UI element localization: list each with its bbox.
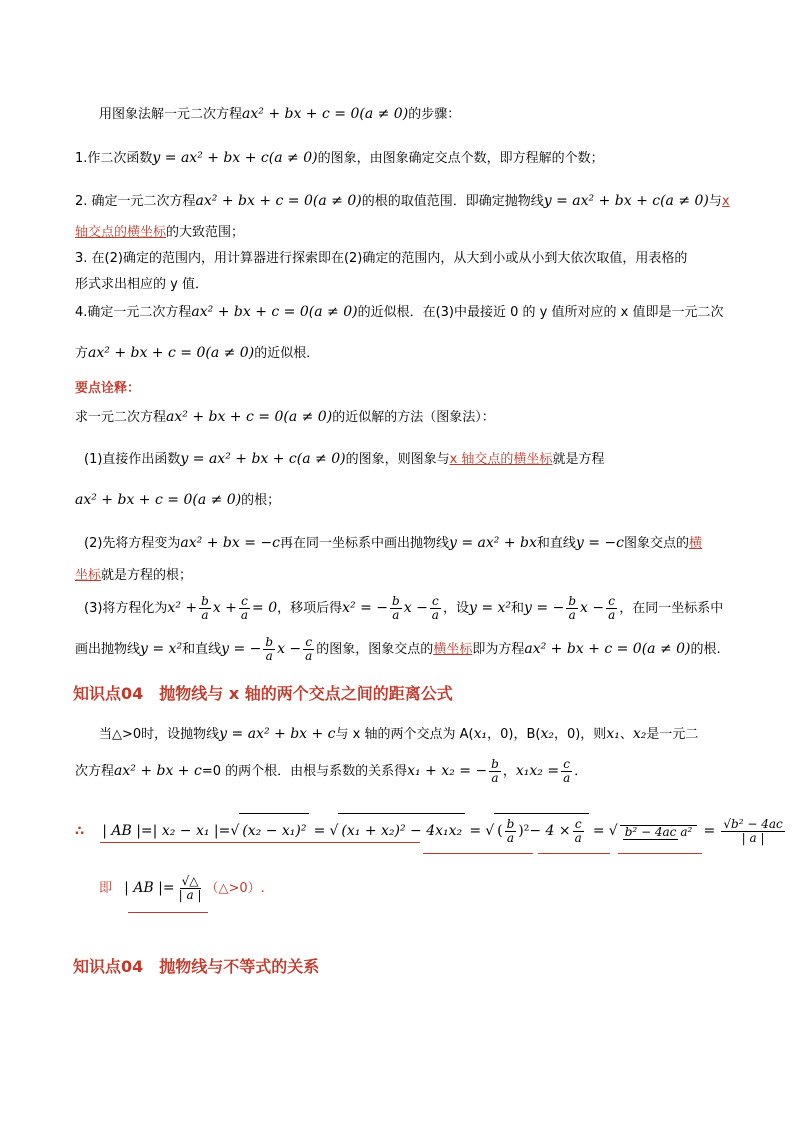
intro-pre: 用图象法解一元二次方程 [99, 107, 243, 122]
method2-l2post: 就是方程的根； [101, 568, 193, 583]
frac-num: c [608, 594, 616, 608]
method2-equation1: ax² + bx = −c [180, 535, 280, 551]
result-line [99, 872, 265, 905]
method1-line2 [75, 492, 280, 509]
step4-line1 [75, 304, 723, 321]
method3-and: 和 [511, 601, 525, 616]
keypoint-equation: ax² + bx + c = 0(a ≠ 0) [166, 409, 333, 425]
fraction-c-over-a [606, 595, 617, 622]
step3-line2: 形式求出相应的 y 值． [75, 277, 208, 292]
paren-close: )² [518, 823, 530, 839]
intro-equation: ax² + bx + c = 0(a ≠ 0) [242, 106, 409, 122]
underline-decoration [423, 853, 533, 854]
method3-eq4b: x − [580, 600, 605, 616]
equals-sign: = [469, 823, 482, 839]
method3-l2post: 的根. [690, 642, 721, 657]
method3-l2eq1: y = x² [140, 641, 183, 657]
frac-num: b² − 4ac [624, 824, 677, 839]
frac-den: a [265, 649, 273, 663]
fraction-b-over-a [566, 595, 578, 622]
method3-eq2a: x² = − [342, 600, 389, 616]
frac-num: b [506, 817, 515, 831]
step4-l2equation: ax² + bx + c = 0(a ≠ 0) [88, 345, 255, 361]
method3-eq3: y = x² [468, 600, 512, 616]
method3-eq1b: x + [212, 600, 237, 616]
method2-equation3: y = −c [575, 535, 625, 551]
method1-line1 [84, 451, 604, 468]
frac-num: √△ [181, 874, 199, 888]
keypoint-line [75, 409, 495, 426]
dist-pre: 当△>0时，设抛物线 [99, 727, 220, 742]
method1-equation: y = ax² + bx + c(a ≠ 0) [180, 451, 346, 467]
fraction-b-over-a [263, 636, 275, 663]
dist-l2mid: =0 的两个根．由根与系数的关系得 [201, 764, 408, 779]
dist-line1 [99, 726, 698, 743]
dist-x2b: x₂ [632, 726, 647, 742]
step2-line [75, 193, 730, 210]
frac-den: a [568, 608, 576, 622]
formula-root1: (x₂ − x₁)² [239, 813, 309, 848]
frac-den: a [305, 649, 313, 663]
step4-line2 [75, 345, 319, 362]
method2-mid: 再在同一坐标系中画出抛物线 [279, 536, 449, 551]
method2-pre: (2)先将方程变为 [84, 536, 181, 551]
method3-l2mid2: 即为方程 [472, 642, 525, 657]
distance-formula [75, 813, 787, 849]
method3-eq2b: x − [403, 600, 428, 616]
fraction-c-over-a [239, 595, 250, 622]
frac-den: a [491, 771, 499, 785]
frac-den: a [506, 831, 514, 845]
fraction-b-over-a [505, 818, 517, 845]
frac-num: b [392, 594, 400, 608]
sqrt-sign: √ [329, 823, 339, 839]
frac-den: a [563, 771, 571, 785]
frac-den: a [240, 608, 249, 622]
dist-l2prod: x₁x₂ = [515, 763, 560, 779]
step2-equation2: y = ax² + bx + c(a ≠ 0) [543, 193, 709, 209]
method1-l2post: 的根； [241, 493, 281, 508]
step1-line [75, 150, 604, 167]
step2-and: 与 [708, 194, 722, 209]
step2-line2 [75, 225, 244, 241]
step2-post: 的大致范围； [166, 225, 245, 240]
frac-num: b [201, 594, 209, 608]
method3-eq1a: x² + [167, 600, 198, 616]
method2-equation2: y = ax² + bx [448, 535, 537, 551]
frac-num-text: △ [189, 874, 199, 888]
method1-link[interactable]: x 轴交点的横坐标 [449, 452, 553, 467]
formula-r3: − 4 × [529, 823, 571, 839]
step4-l2pre: 方 [75, 346, 89, 361]
fraction-sqrt-discriminant-over-abs-a [721, 818, 784, 845]
keypoint-label: 要点诠释： [75, 381, 141, 396]
frac-num: c [432, 594, 439, 608]
step3-line1: 3. 在(2)确定的范围内，用计算器进行探索即在(2)确定的范围内，从大到小或从小到大依次取值，用表格的 [75, 251, 688, 266]
method2-link2[interactable]: 坐标 [75, 568, 102, 583]
dist-mid: 与 x 轴的两个交点为 A( [335, 727, 474, 742]
step2-pre: 2. 确定一元二次方程 [75, 194, 196, 209]
step2-link-abscissa[interactable]: 轴交点的横坐标 [75, 225, 167, 240]
fraction-b-over-a [199, 595, 211, 622]
dist-post: 是一元二 [646, 727, 699, 742]
frac-den: | a | [741, 831, 765, 845]
equals-sign: = [703, 823, 716, 839]
step2-link-x[interactable]: x [721, 194, 730, 209]
step2-equation1: ax² + bx + c = 0(a ≠ 0) [195, 193, 362, 209]
dist-x2: x₂ [540, 726, 554, 742]
step1-pre: 1.作二次函数 [75, 151, 153, 166]
keypoint-post: 的近似解的方法（图象法）： [332, 410, 495, 425]
fraction-discriminant-over-a2 [620, 825, 698, 839]
frac-num: c [305, 635, 313, 649]
method3-mid: ，移项后得 [277, 601, 343, 616]
result-ab: | AB |= [124, 880, 175, 896]
underline-decoration [538, 853, 610, 854]
step1-equation: y = ax² + bx + c(a ≠ 0) [152, 150, 318, 166]
sqrt-sign: √ [230, 823, 240, 839]
equals-sign: = [592, 823, 605, 839]
step4-l2post: 的近似根． [254, 346, 320, 361]
method3-post: ，在同一坐标系中 [619, 601, 724, 616]
method2-and: 和直线 [536, 536, 576, 551]
formula-root3 [494, 813, 589, 849]
dist-sep: 、 [619, 727, 633, 742]
frac-num-text: b² − 4ac [731, 817, 783, 831]
frac-num: √b² − 4ac [723, 817, 783, 831]
dist-l2comma: ， [502, 764, 516, 779]
method1-l2equation: ax² + bx + c = 0(a ≠ 0) [75, 492, 242, 508]
dist-l2eq: ax² + bx + c [114, 763, 202, 779]
method2-line2 [75, 568, 192, 584]
method1-post: 就是方程 [552, 452, 605, 467]
sqrt-sign: √ [608, 823, 618, 839]
method3-l2eq3: ax² + bx + c = 0(a ≠ 0) [524, 641, 691, 657]
section2-title: 知识点04 抛物线与不等式的关系 [73, 957, 320, 976]
method2-post: 图象交点的 [624, 536, 690, 551]
frac-den: a [201, 608, 209, 622]
sqrt-sign: √ [485, 823, 495, 839]
result-pre: 即 [99, 881, 113, 896]
fraction-b-over-a [390, 595, 402, 622]
section1-title: 知识点04 抛物线与 x 轴的两个交点之间的距离公式 [73, 684, 453, 703]
step2-mid: 的根的取值范围．即确定抛物线 [361, 194, 544, 209]
fraction-c-over-a [303, 636, 314, 663]
paren-open: ( [497, 823, 503, 839]
formula-root2: (x₁ + x₂)² − 4x₁x₂ [338, 813, 465, 848]
frac-den: a [574, 831, 582, 845]
method1-pre: (1)直接作出函数 [84, 452, 181, 467]
dist-x1b: x₁ [606, 726, 620, 742]
method2-link1[interactable]: 横 [689, 536, 703, 551]
frac-den: a [608, 608, 616, 622]
frac-den: a² [680, 824, 693, 839]
dist-mid2: ，0)，B( [487, 727, 541, 742]
step4-pre: 4.确定一元二次方程 [75, 305, 192, 320]
fraction-c-over-a [561, 758, 572, 785]
method3-set: ，设 [442, 601, 469, 616]
intro-post: 的步骤： [408, 107, 461, 122]
keypoint-pre: 求一元二次方程 [75, 410, 167, 425]
dist-l2pre: 次方程 [75, 764, 115, 779]
method3-line2 [75, 636, 721, 663]
intro-line [99, 106, 460, 123]
fraction-c-over-a [573, 818, 584, 845]
equals-sign: = [313, 823, 326, 839]
frac-num: b [491, 757, 499, 771]
frac-den: | a | [178, 888, 202, 902]
method3-l2and: 和直线 [182, 642, 222, 657]
fraction-c-over-a [430, 595, 441, 622]
frac-den: a [431, 608, 439, 622]
step4-equation: ax² + bx + c = 0(a ≠ 0) [191, 304, 358, 320]
method3-l2pre: 画出抛物线 [75, 642, 141, 657]
method3-l2link[interactable]: 横坐标 [433, 642, 473, 657]
underline-decoration [100, 842, 420, 843]
fraction-sqrt-delta-over-abs-a [177, 875, 204, 902]
dist-l2sum: x₁ + x₂ = − [407, 763, 488, 779]
dist-l2end: ． [574, 764, 588, 779]
method3-l2eq2b: x − [277, 641, 302, 657]
underline-decoration [618, 853, 702, 854]
step4-post: 的近似根．在(3)中最接近 0 的 y 值所对应的 x 值即是一元二次 [357, 305, 724, 320]
method3-l2mid: 的图象，图象交点的 [316, 642, 434, 657]
step1-post: 的图象，由图象确定交点个数，即方程解的个数； [317, 151, 604, 166]
frac-num: c [574, 817, 582, 831]
frac-num: c [563, 757, 570, 771]
method3-eq1c: = 0 [252, 600, 278, 616]
method3-l2eq2a: y = − [221, 641, 262, 657]
method3-pre: (3)将方程化为 [84, 601, 168, 616]
frac-den: a [392, 608, 400, 622]
dist-mid3: ，0)，则 [553, 727, 607, 742]
frac-num: c [241, 594, 248, 608]
result-post: （△>0）. [205, 881, 265, 896]
dist-x1: x₁ [473, 726, 488, 742]
method1-mid: 的图象，则图象与 [345, 452, 450, 467]
therefore-symbol: ∴ [75, 824, 85, 839]
formula-ab: | AB |=| x₂ − x₁ |= [102, 823, 231, 839]
frac-num: b [568, 594, 577, 608]
dist-line2 [75, 758, 587, 785]
method3-line1 [84, 595, 723, 622]
frac-num: b [265, 635, 274, 649]
dist-eq1: y = ax² + bx + c [219, 726, 336, 742]
method3-eq4a: y = − [524, 600, 565, 616]
fraction-b-over-a [489, 758, 501, 785]
underline-decoration [128, 912, 208, 913]
method2-line1 [84, 535, 702, 552]
